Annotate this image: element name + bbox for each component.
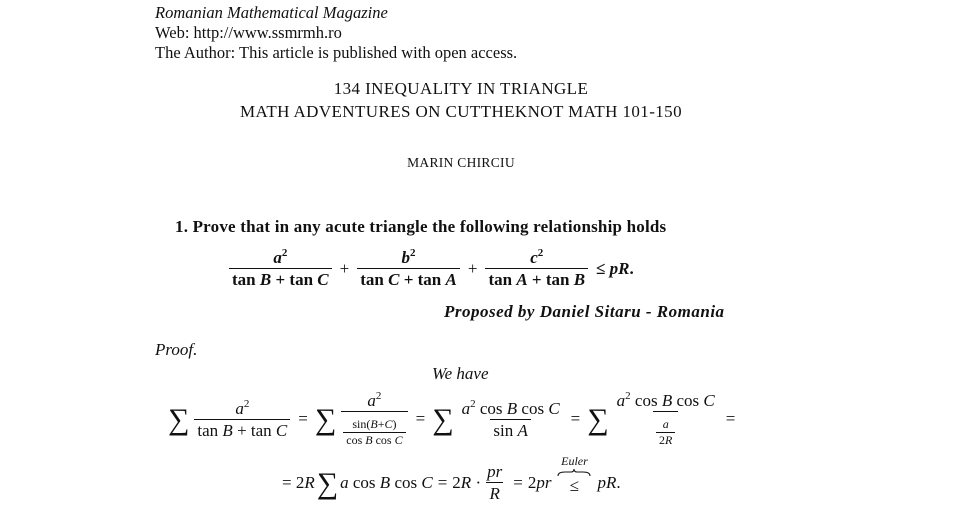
open-access-note: The Author: This article is published with open access. — [155, 43, 518, 62]
proposer-line: Proposed by Daniel Sitaru - Romania — [444, 302, 725, 321]
problem-inequality: $\frac{a^2}{\text{tan B + tan C}}$ + $\frac{b^2}{\text{tan C + tan A}}$ + $\frac{c^2}{\text{tan A + tan B}}$ ≤ pR. — [226, 248, 639, 289]
journal-name: Romanian Mathematical Magazine — [155, 3, 388, 22]
fraction-a: $\frac{a^2}{\text{tan B + tan C}}$ — [229, 248, 332, 289]
proof-equation-line-1: ∑ $\frac{a^2}{\text{tan B + tan C}}$ = ∑ $\frac{a^2}{\frac{\sin(B+C)}{\text{cos B cos C}}}$ = ∑ $\frac{a^2 \cos B \cos C}{\text{sin A}}$ = ∑ $\frac{a^2 \cos B \cos C}{\frac{a}{2R}}$ = — [168, 390, 736, 447]
proof-equation-line-2: = 2R ∑ a cos B cos C = 2R · $\frac{pr}{R}$ = 2pr Euler ≤ pR. — [282, 454, 621, 503]
author-name: MARIN CHIRCIU — [407, 155, 515, 170]
article-title-line-1: 134 INEQUALITY IN TRIANGLE — [333, 79, 589, 98]
proof-intro: We have — [432, 364, 489, 383]
problem-statement: 1. Prove that in any acute triangle the following relationship holds — [175, 217, 667, 236]
euler-label: Euler — [561, 454, 588, 468]
article-title-line-2: MATH ADVENTURES ON CUTTHEKNOT MATH 101-150 — [240, 102, 682, 121]
journal-web: Web: http://www.ssmrmh.ro — [155, 23, 342, 42]
euler-inequality: Euler ≤ — [557, 455, 591, 494]
fraction-b: $\frac{b^2}{\text{tan C + tan A}}$ — [357, 248, 460, 289]
fraction-c: $\frac{c^2}{\text{tan A + tan B}}$ — [485, 248, 588, 289]
proof-label: Proof. — [155, 340, 198, 359]
